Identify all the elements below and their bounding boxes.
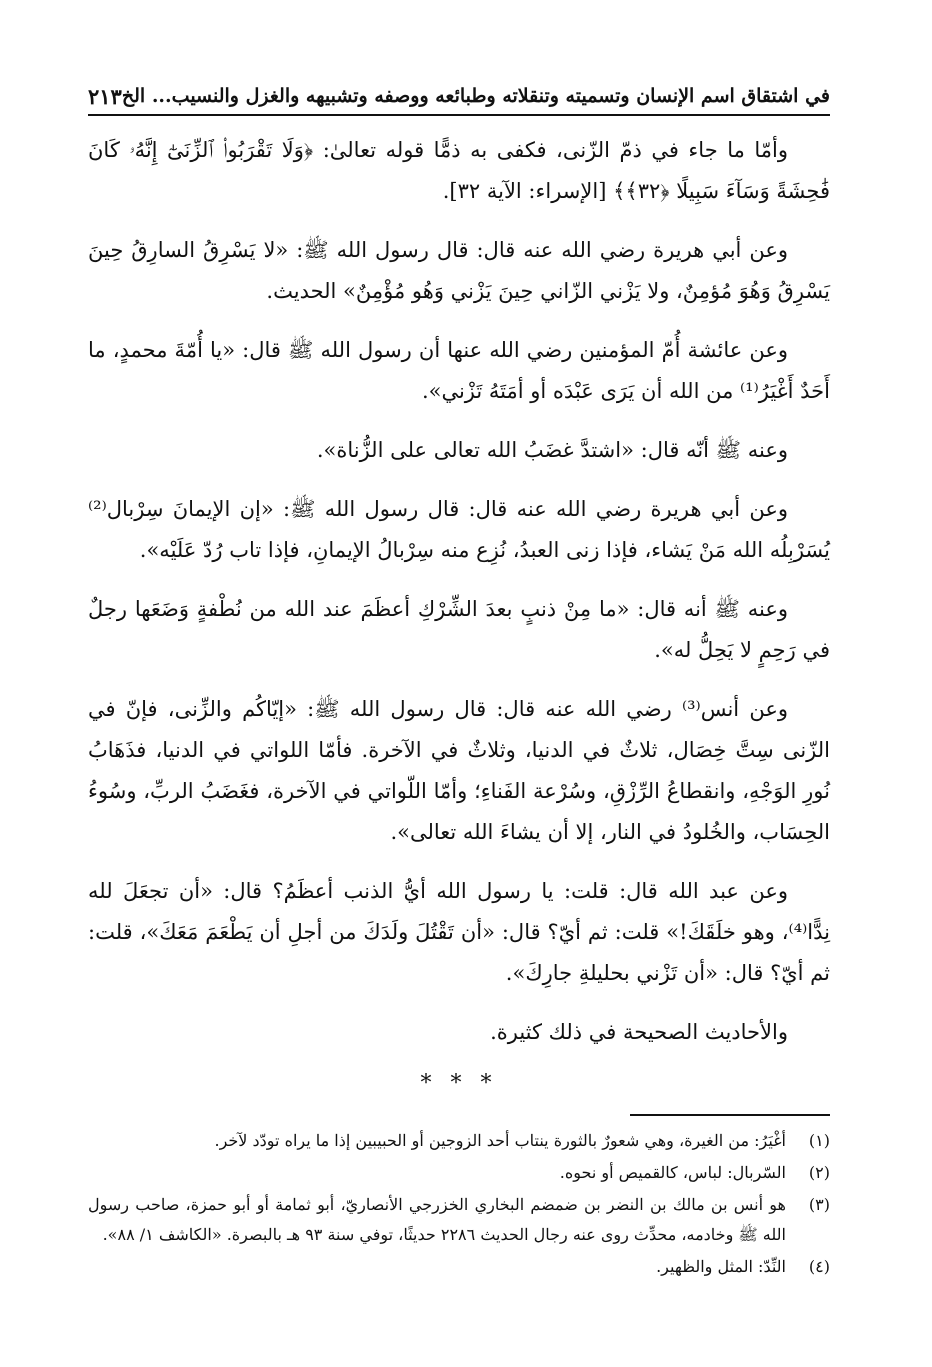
footnotes xyxy=(88,1126,830,1284)
paragraph: وأمّا ما جاء في ذمّ الزّنى، فكفى به ذمًّا قوله تعالىٰ: ﴿وَلَا تَقْرَبُوا۟ ٱلزِّنَىٰٓ إِنَّهُۥ كَانَ فَٰحِشَةً وَسَآءَ سَبِيلًا ﴿٣٢﴾﴾ [الإسراء: الآية ٣٢]. xyxy=(88,138,830,203)
running-header xyxy=(88,78,830,116)
header-title: في اشتقاق اسم الإنسان وتسميته وتنقلاته وطبائعه ووصفه وتشبيهه والغزل والنسيب... الخ xyxy=(121,85,830,107)
main-text xyxy=(88,130,830,1096)
paragraph: والأحاديث الصحيحة في ذلك كثيرة. xyxy=(490,1020,788,1044)
footnote-text: أغْيَرُ: من الغيرة، وهي شعورٌ بالثورة ينتاب أحد الزوجين أو الحبيبين إذا ما يراه تودّد لآخر. xyxy=(214,1131,786,1150)
footnote-number: (٣) xyxy=(808,1195,830,1214)
paragraph: وعنه ﷺ أنّه قال: «اشتدَّ غضَبُ الله تعالى على الزُّناة». xyxy=(316,438,788,462)
footnote xyxy=(88,1126,830,1156)
paragraph: وعن أبي هريرة رضي الله عنه قال: قال رسول الله ﷺ: «إن الإيمانَ سِرْبال⁽²⁾ يُسَرْبِلُه الله مَنْ يَشاء، فإذا زنى العبدُ، نُزِع منه سِرْبالُ الإيمانِ، فإذا تاب رُدّ عَلَيْه». xyxy=(88,497,830,562)
footnote xyxy=(88,1158,830,1188)
footnote xyxy=(88,1252,830,1282)
paragraph: وعن عبد الله قال: قلت: يا رسول الله أيُّ الذنب أعظَمُ؟ قال: «أن تجعَلَ لله نِدًّا⁽⁴⁾، وهو خلَقَكَ!» قلت: ثم أيّ؟ قال: «أن تَقْتُلَ ولَدَكَ من أجلِ أن يَطْعَمَ مَعَكَ»، قلت: ثم أيّ؟ قال: «أن تَزْني بحليلةِ جارِكَ». xyxy=(88,879,830,985)
paragraph: وعن أنس⁽³⁾ رضي الله عنه قال: قال رسول الله ﷺ: «إيّاكُم والزِّنى، فإنّ في الزّنى سِتَّ خِصَال، ثلاثٌ في الدنيا، وثلاثٌ في الآخرة. فأمّا اللواتي في الدنيا، فذَهَابُ نُورِ الوَجْهِ، وانقطاعُ الرِّزْقِ، وسُرْعة الفَناءِ؛ وأمّا اللّواتي في الآخرة، فغَضَبُ الربِّ، وسُوءُ الحِسَاب، والخُلودُ في النار، إلا أن يشاءَ الله تعالى». xyxy=(88,697,830,844)
footnote-text: النِّدّ: المثل والظهير. xyxy=(656,1257,786,1276)
section-separator: * * * xyxy=(420,1071,498,1096)
paragraph: وعنه ﷺ أنه قال: «ما مِنْ ذنبٍ بعدَ الشِّرْكِ أعظَمَ عند الله من نُطْفةٍ وَضَعَها رجلٌ في رَحِمٍ لا يَحِلُّ له». xyxy=(88,597,830,662)
paragraph: وعن أبي هريرة رضي الله عنه قال: قال رسول الله ﷺ: «لا يَسْرِقُ السارِقُ حِينَ يَسْرِقُ وَهُوَ مُؤمِنٌ، ولا يَزْني الزّاني حِينَ يَزْني وَهُو مُؤْمِنٌ» الحديث. xyxy=(88,238,830,303)
page-number: ٢١٣ xyxy=(88,83,122,109)
footnote-number: (١) xyxy=(808,1131,830,1150)
footnote-number: (٢) xyxy=(808,1163,830,1182)
footnote-text: السّربال: لباس، كالقميص أو نحوه. xyxy=(559,1163,786,1182)
paragraph: وعن عائشة أُمّ المؤمنين رضي الله عنها أن رسول الله ﷺ قال: «يا أُمّةَ محمدٍ، ما أَحَدٌ أَغْيَرُ⁽¹⁾ من الله أن يَرَى عَبْدَه أو أمَتَهُ تَزْني». xyxy=(88,338,830,403)
footnote-number: (٤) xyxy=(808,1257,830,1276)
footnote xyxy=(88,1190,830,1250)
footnote-text: هو أنس بن مالك بن النضر بن ضمضم البخاري الخزرجي الأنصاريّ، أبو ثمامة أو أبو حمزة، صاحب رسول الله ﷺ وخادمه، محدِّث روى عنه رجال الحديث ٢٢٨٦ حديثًا، توفي سنة ٩٣ هـ بالبصرة. «الكاشف ١/ ٨٨». xyxy=(88,1195,786,1244)
footnote-rule xyxy=(630,1114,830,1116)
